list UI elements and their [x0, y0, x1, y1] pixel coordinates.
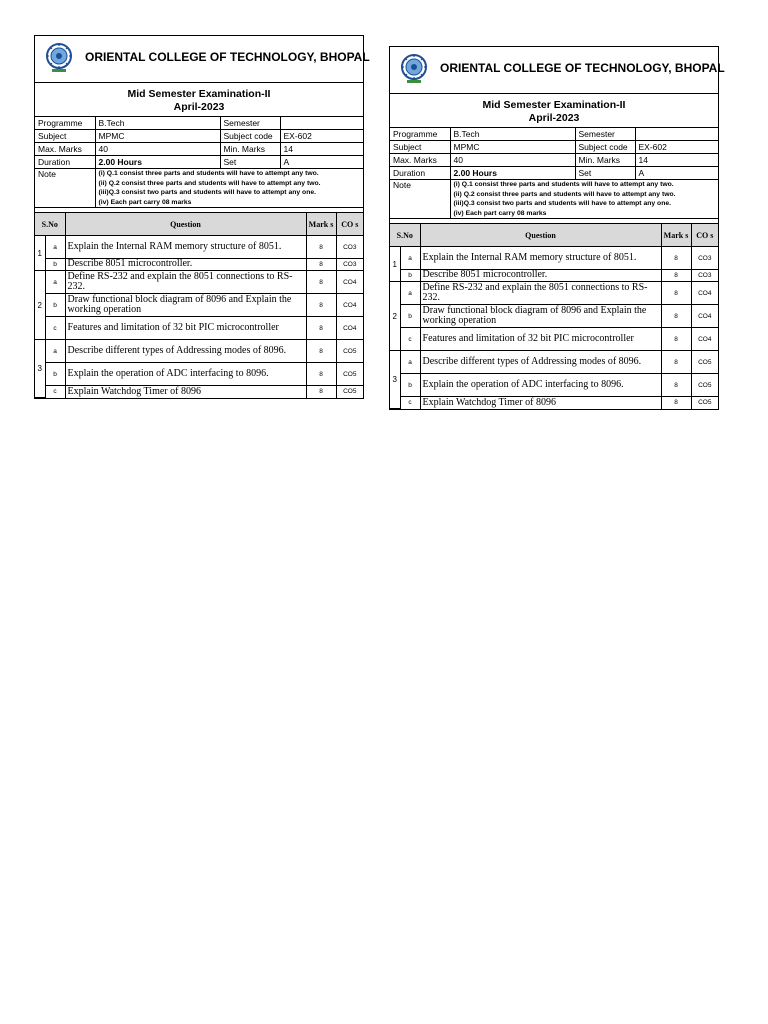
note-line: (iv) Each part carry 08 marks: [98, 198, 192, 206]
question-row: [390, 270, 718, 282]
college-name: ORIENTAL COLLEGE OF TECHNOLOGY, BHOPAL: [85, 50, 370, 64]
question-row: [390, 328, 718, 351]
part-label: b: [45, 294, 65, 317]
max-marks-value: 40: [450, 154, 575, 167]
question-text: Explain the Internal RAM memory structure of 8051.: [65, 236, 306, 259]
set-label: Set: [575, 167, 635, 180]
question-text: Describe 8051 microcontroller.: [65, 259, 306, 271]
part-label: c: [400, 328, 420, 351]
co-value: CO5: [691, 397, 718, 409]
part-label: a: [400, 247, 420, 270]
min-marks-label: Min. Marks: [220, 143, 280, 156]
subject-value: MPMC: [95, 130, 220, 143]
max-marks-label: Max. Marks: [390, 154, 450, 167]
marks-value: 8: [306, 363, 336, 386]
question-number: 2: [35, 271, 45, 340]
question-text: Explain the operation of ADC interfacing to 8096.: [420, 374, 661, 397]
question-row: [390, 282, 718, 305]
question-number: 1: [390, 247, 400, 282]
programme-value: B.Tech: [95, 117, 220, 130]
note-line: (ii) Q.2 consist three parts and students will have to attempt any two.: [98, 179, 321, 187]
note-line: (iii)Q.3 consist two parts and students will have to attempt any one.: [453, 200, 672, 207]
question-row: [390, 351, 718, 374]
paper-header: [35, 36, 370, 83]
college-emblem-icon: [398, 53, 430, 85]
question-paper-copy-2: [389, 46, 725, 410]
cos-header: CO s: [336, 213, 363, 236]
paper-header: [390, 47, 725, 94]
marks-value: 8: [306, 340, 336, 363]
note-line: (ii) Q.2 consist three parts and students will have to attempt any two.: [453, 190, 676, 198]
co-value: CO4: [691, 282, 718, 305]
question-text: Define RS-232 and explain the 8051 connections to RS-232.: [65, 271, 306, 294]
subject-code-label: Subject code: [575, 141, 635, 154]
question-text: Draw functional block diagram of 8096 and Explain the working operation: [65, 294, 306, 317]
marks-value: 8: [306, 317, 336, 340]
note-line: (iv) Each part carry 08 marks: [453, 209, 547, 217]
question-paper-copy-1: [34, 35, 370, 399]
question-text: Features and limitation of 32 bit PIC microcontroller: [420, 328, 661, 351]
co-value: CO5: [336, 340, 363, 363]
min-marks-value: 14: [280, 143, 363, 156]
subject-label: Subject: [390, 141, 450, 154]
co-value: CO4: [336, 271, 363, 294]
question-text: Explain Watchdog Timer of 8096: [420, 397, 661, 409]
question-table: [35, 212, 363, 398]
exam-title: Mid Semester Examination-II: [127, 88, 271, 100]
co-value: CO3: [691, 270, 718, 282]
duration-value: 2.00 Hours: [95, 156, 220, 169]
question-row: [35, 236, 363, 259]
marks-header: Mark s: [306, 213, 336, 236]
part-label: a: [45, 236, 65, 259]
note-line: (iii)Q.3 consist two parts and students will have to attempt any one.: [98, 189, 317, 196]
cos-header: CO s: [691, 224, 718, 247]
question-header: Question: [65, 213, 306, 236]
part-label: c: [45, 386, 65, 398]
co-value: CO4: [691, 328, 718, 351]
exam-info-table: [390, 128, 718, 219]
question-row: [35, 317, 363, 340]
marks-value: 8: [661, 247, 691, 270]
note-lines: [450, 180, 718, 219]
question-number: 2: [390, 282, 400, 351]
note-line: (i) Q.1 consist three parts and students will have to attempt any two.: [98, 170, 319, 177]
question-text: Define RS-232 and explain the 8051 connections to RS-232.: [420, 282, 661, 305]
min-marks-label: Min. Marks: [575, 154, 635, 167]
marks-value: 8: [661, 282, 691, 305]
question-text: Explain the operation of ADC interfacing to 8096.: [65, 363, 306, 386]
question-number: 1: [35, 236, 45, 271]
note-lines: [95, 169, 363, 208]
question-row: [390, 247, 718, 270]
question-number: 3: [35, 340, 45, 398]
max-marks-value: 40: [95, 143, 220, 156]
marks-header: Mark s: [661, 224, 691, 247]
semester-value: [280, 117, 363, 130]
question-text: Explain the Internal RAM memory structure of 8051.: [420, 247, 661, 270]
question-row: [390, 397, 718, 409]
question-row: [35, 294, 363, 317]
question-table: [390, 223, 718, 409]
subject-code-value: EX-602: [280, 130, 363, 143]
set-label: Set: [220, 156, 280, 169]
programme-label: Programme: [390, 128, 450, 141]
co-value: CO5: [336, 386, 363, 398]
question-text: Describe 8051 microcontroller.: [420, 270, 661, 282]
note-label: Note: [35, 169, 95, 208]
part-label: a: [400, 282, 420, 305]
college-emblem-icon: [43, 42, 75, 74]
duration-label: Duration: [390, 167, 450, 180]
co-value: CO4: [336, 294, 363, 317]
marks-value: 8: [661, 374, 691, 397]
set-value: A: [635, 167, 718, 180]
marks-value: 8: [661, 270, 691, 282]
question-text: Features and limitation of 32 bit PIC microcontroller: [65, 317, 306, 340]
part-label: b: [45, 259, 65, 271]
semester-label: Semester: [220, 117, 280, 130]
co-value: CO5: [691, 374, 718, 397]
exam-date: April-2023: [173, 101, 225, 113]
part-label: c: [400, 397, 420, 409]
marks-value: 8: [661, 397, 691, 409]
question-row: [35, 259, 363, 271]
question-header: Question: [420, 224, 661, 247]
co-value: CO4: [691, 305, 718, 328]
exam-heading: [35, 83, 363, 117]
max-marks-label: Max. Marks: [35, 143, 95, 156]
subject-value: MPMC: [450, 141, 575, 154]
question-text: Draw functional block diagram of 8096 and Explain the working operation: [420, 305, 661, 328]
subject-code-value: EX-602: [635, 141, 718, 154]
exam-heading: [390, 94, 718, 128]
sno-header: S.No: [35, 213, 65, 236]
semester-label: Semester: [575, 128, 635, 141]
subject-label: Subject: [35, 130, 95, 143]
question-row: [35, 340, 363, 363]
question-row: [35, 271, 363, 294]
co-value: CO4: [336, 317, 363, 340]
min-marks-value: 14: [635, 154, 718, 167]
note-line: (i) Q.1 consist three parts and students will have to attempt any two.: [453, 181, 674, 188]
exam-date: April-2023: [528, 112, 580, 124]
question-text: Describe different types of Addressing modes of 8096.: [420, 351, 661, 374]
exam-info-table: [35, 117, 363, 208]
question-text: Describe different types of Addressing modes of 8096.: [65, 340, 306, 363]
marks-value: 8: [661, 328, 691, 351]
part-label: b: [400, 305, 420, 328]
programme-value: B.Tech: [450, 128, 575, 141]
question-number: 3: [390, 351, 400, 409]
marks-value: 8: [306, 259, 336, 271]
part-label: c: [45, 317, 65, 340]
co-value: CO5: [336, 363, 363, 386]
subject-code-label: Subject code: [220, 130, 280, 143]
note-label: Note: [390, 180, 450, 219]
part-label: b: [400, 374, 420, 397]
part-label: a: [45, 271, 65, 294]
marks-value: 8: [306, 236, 336, 259]
part-label: b: [45, 363, 65, 386]
duration-label: Duration: [35, 156, 95, 169]
marks-value: 8: [306, 271, 336, 294]
college-name: ORIENTAL COLLEGE OF TECHNOLOGY, BHOPAL: [440, 61, 725, 75]
co-value: CO5: [691, 351, 718, 374]
question-text: Explain Watchdog Timer of 8096: [65, 386, 306, 398]
exam-title: Mid Semester Examination-II: [482, 99, 626, 111]
set-value: A: [280, 156, 363, 169]
part-label: b: [400, 270, 420, 282]
co-value: CO3: [336, 259, 363, 271]
sno-header: S.No: [390, 224, 420, 247]
question-row: [35, 363, 363, 386]
question-row: [35, 386, 363, 398]
part-label: a: [45, 340, 65, 363]
duration-value: 2.00 Hours: [450, 167, 575, 180]
semester-value: [635, 128, 718, 141]
marks-value: 8: [306, 386, 336, 398]
co-value: CO3: [336, 236, 363, 259]
marks-value: 8: [661, 305, 691, 328]
question-row: [390, 305, 718, 328]
marks-value: 8: [661, 351, 691, 374]
part-label: a: [400, 351, 420, 374]
co-value: CO3: [691, 247, 718, 270]
programme-label: Programme: [35, 117, 95, 130]
marks-value: 8: [306, 294, 336, 317]
question-row: [390, 374, 718, 397]
